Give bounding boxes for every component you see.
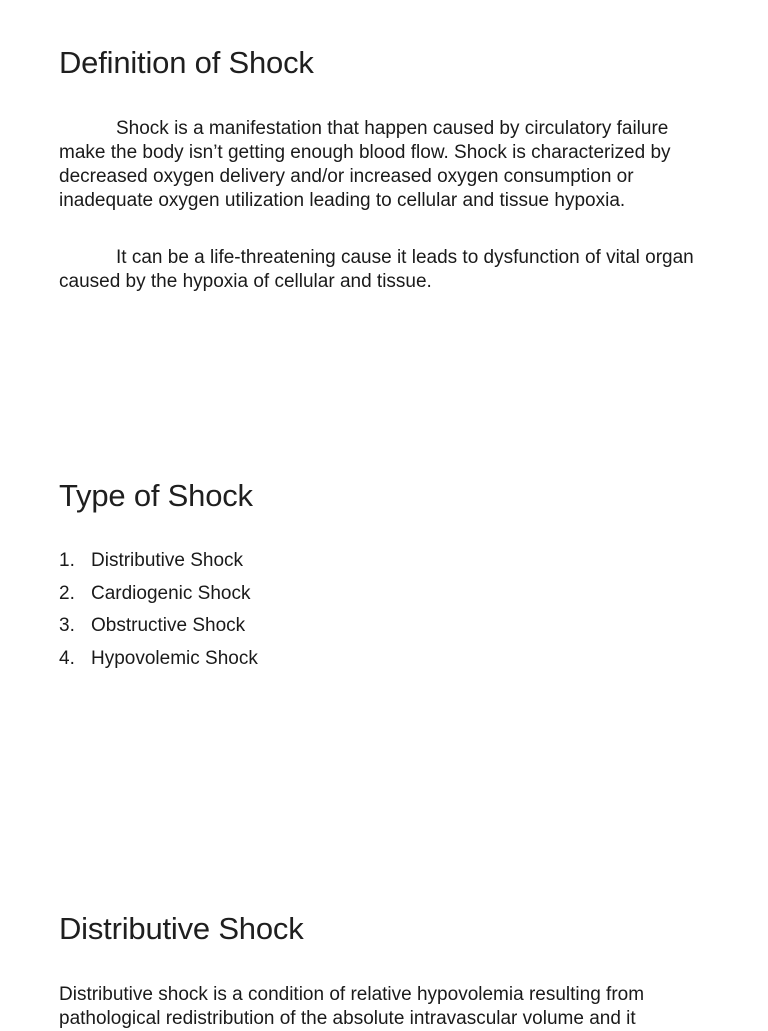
list-item bbox=[59, 647, 258, 680]
list-item-number: 4. bbox=[59, 647, 75, 669]
slide-title: Distributive Shock bbox=[59, 911, 304, 946]
slide-distributive bbox=[0, 866, 768, 1029]
slide-title: Definition of Shock bbox=[59, 45, 314, 80]
list-item bbox=[59, 582, 258, 615]
list-item-label: Obstructive Shock bbox=[91, 615, 246, 636]
list-item-label: Cardiogenic Shock bbox=[91, 582, 251, 604]
list-item-label: Hypovolemic Shock bbox=[91, 647, 258, 669]
slide-title: Type of Shock bbox=[59, 478, 253, 513]
list-item bbox=[59, 549, 258, 582]
list-item-number: 3. bbox=[59, 615, 75, 636]
list-item-number: 2. bbox=[59, 582, 75, 604]
list-item-number: 1. bbox=[59, 550, 75, 571]
distributive-paragraph-1: Distributive shock is a condition of relative hypovolemia resulting from pathological redistribution of the absolute intravascular volume and it bbox=[59, 984, 645, 1029]
list-item-label: Distributive Shock bbox=[91, 550, 244, 571]
shock-type-list bbox=[59, 549, 258, 679]
slide-types bbox=[0, 433, 768, 866]
list-item bbox=[59, 614, 258, 647]
definition-paragraph-1: Shock is a manifestation that happen caused by circulatory failure make the body isn’t getting enough blood flow. Shock is characterized by decreased oxygen delivery and/or increased oxygen consumption or inadequate oxygen utilization leading to cellular and tissue hypoxia. bbox=[59, 118, 671, 211]
slide-definition bbox=[0, 0, 768, 433]
definition-paragraph-2: It can be a life-threatening cause it leads to dysfunction of vital organ caused by the hypoxia of cellular and tissue. bbox=[59, 247, 694, 292]
